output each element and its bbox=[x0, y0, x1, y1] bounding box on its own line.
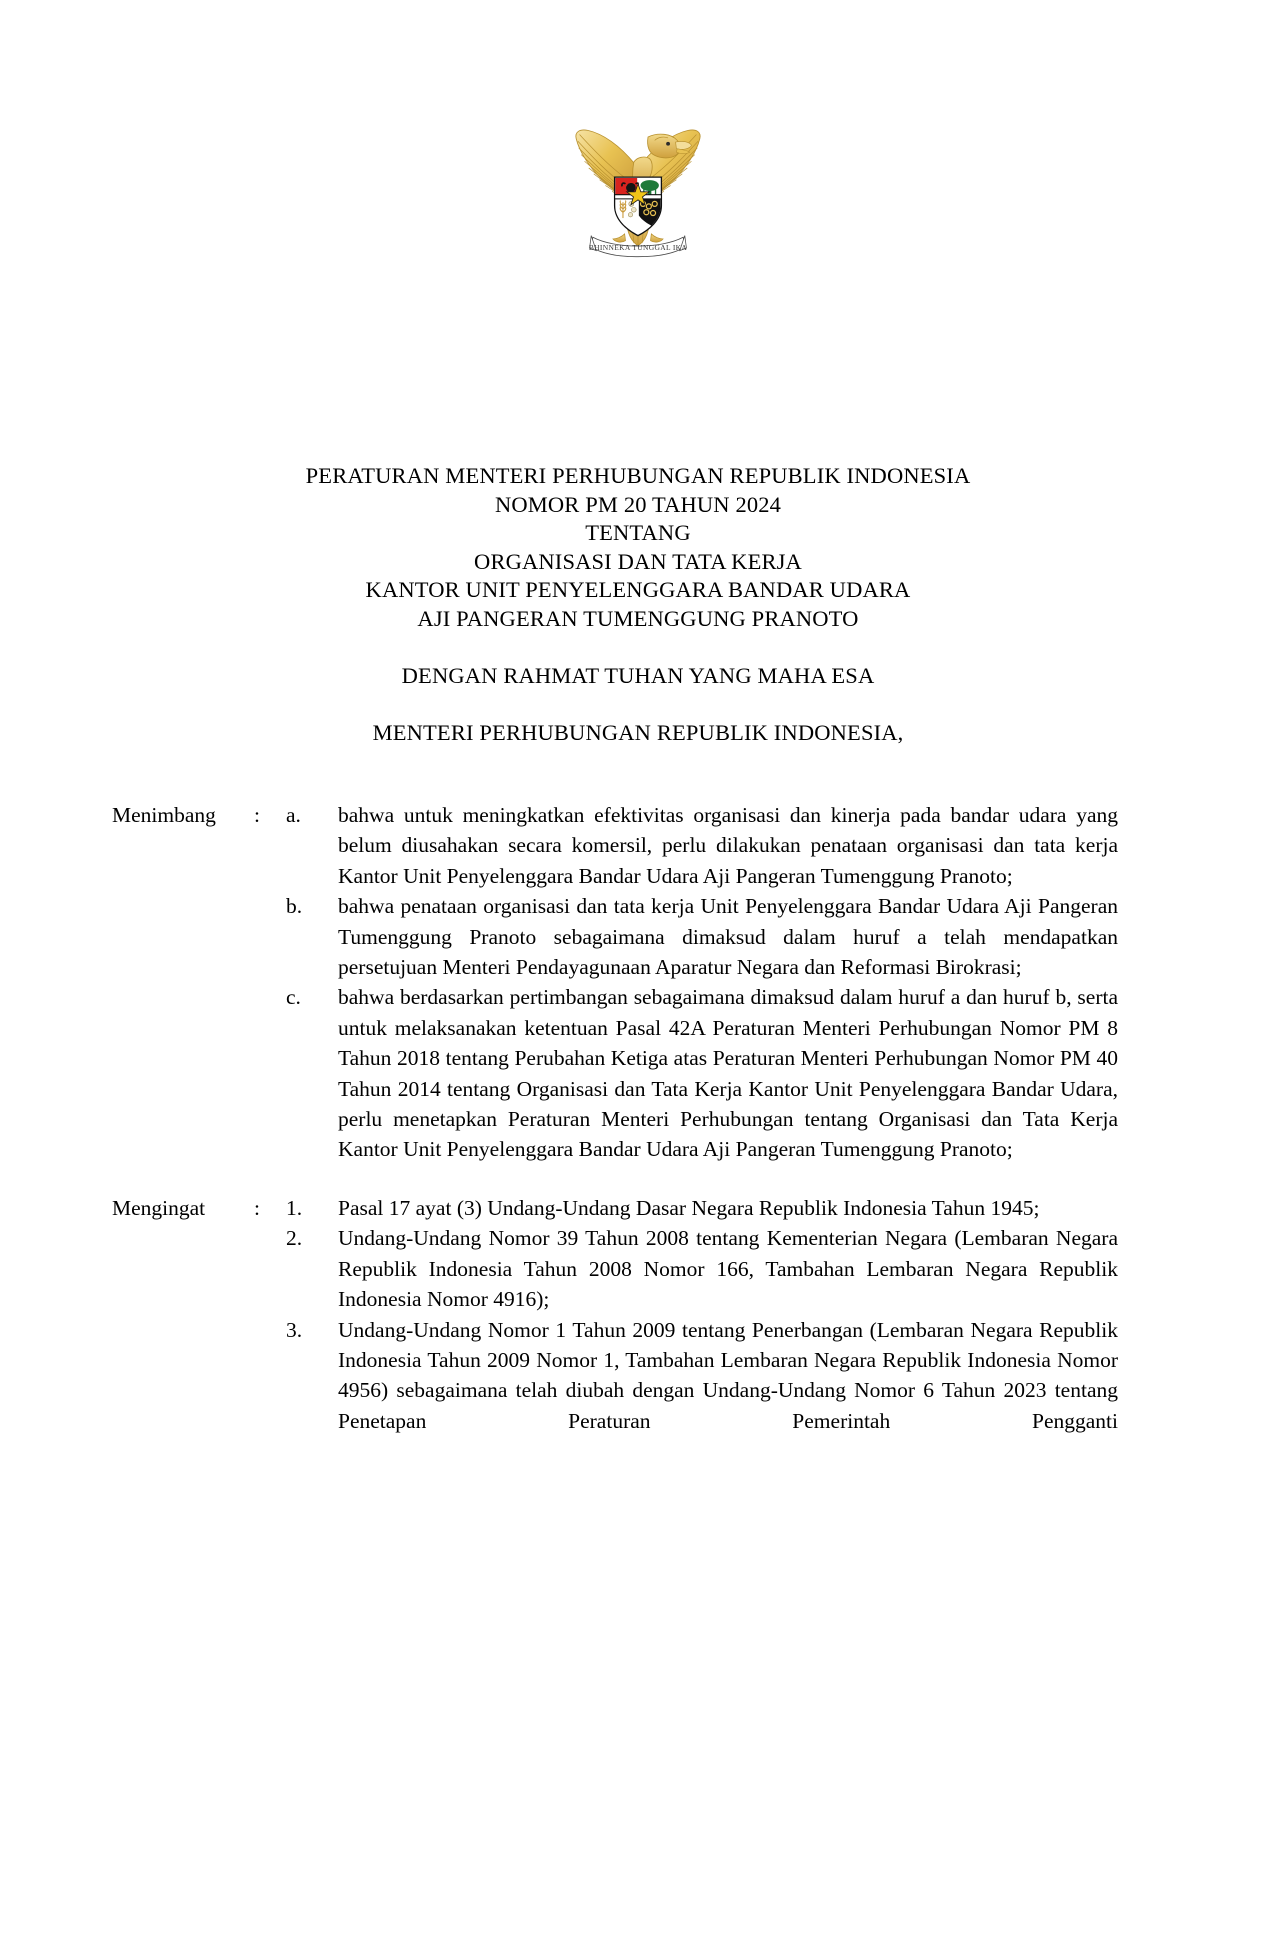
list-item bbox=[286, 1223, 1118, 1314]
clause-mengingat bbox=[0, 1193, 1276, 1436]
svg-text:BHINNEKA TUNGGAL IKA: BHINNEKA TUNGGAL IKA bbox=[588, 242, 688, 252]
title-line-5: KANTOR UNIT PENYELENGGARA BANDAR UDARA bbox=[365, 577, 911, 603]
document-body bbox=[0, 800, 1276, 1436]
emblem-container bbox=[0, 112, 1276, 264]
item-text: Undang-Undang Nomor 1 Tahun 2009 tentang Penerbangan (Lembaran Negara Republik Indonesia Tahun 2009 Nomor 1, Tambahan Lembaran Negara Republik Indonesia Nomor 4956) sebagaimana telah diubah dengan Undang-Undang Nomor 6 Tahun 2023 tentang Penetapan Peraturan Pemerintah Pengganti bbox=[338, 1317, 1118, 1433]
item-marker: 3. bbox=[286, 1317, 303, 1342]
list-item bbox=[286, 1193, 1118, 1223]
clause-colon-mengingat: : bbox=[254, 1195, 260, 1220]
item-marker: a. bbox=[286, 803, 301, 827]
list-item bbox=[286, 1315, 1118, 1437]
pancasila-shield bbox=[615, 177, 662, 235]
item-marker: c. bbox=[286, 985, 301, 1010]
title-line-4: ORGANISASI DAN TATA KERJA bbox=[474, 548, 802, 574]
item-text: bahwa penataan organisasi dan tata kerja Unit Penyelenggara Bandar Udara Aji Pangeran Tumenggung Pranoto sebagaimana dimaksud dalam huruf a telah mendapatkan persetujuan Menteri Pendayagunaan Aparatur Negara dan Reformasi Birokrasi; bbox=[338, 894, 1118, 980]
title-spacer-1 bbox=[0, 634, 1276, 663]
clause-label-mengingat: Mengingat bbox=[112, 1195, 206, 1220]
title-line-1: PERATURAN MENTERI PERHUBUNGAN REPUBLIK INDONESIA bbox=[305, 463, 971, 488]
clause-colon-menimbang: : bbox=[254, 803, 260, 827]
blessing-line: DENGAN RAHMAT TUHAN YANG MAHA ESA bbox=[401, 663, 875, 689]
document-title-block bbox=[0, 462, 1276, 748]
clause-label-menimbang: Menimbang bbox=[112, 803, 216, 827]
item-text: bahwa untuk meningkatkan efektivitas organisasi dan kinerja pada bandar udara yang belum diusahakan secara komersil, perlu dilakukan penataan organisasi dan tata kerja Kantor Unit Penyelenggara Bandar Udara Aji Pangeran Tumenggung Pranoto; bbox=[338, 803, 1118, 888]
list-item bbox=[286, 800, 1118, 891]
list-item bbox=[286, 891, 1118, 982]
title-spacer-2 bbox=[0, 691, 1276, 720]
item-text: Pasal 17 ayat (3) Undang-Undang Dasar Negara Republik Indonesia Tahun 1945; bbox=[338, 1195, 1040, 1220]
item-marker: 2. bbox=[286, 1226, 303, 1251]
item-text: bahwa berdasarkan pertimbangan sebagaimana dimaksud dalam huruf a dan huruf b, serta untuk melaksanakan ketentuan Pasal 42A Peraturan Menteri Perhubungan Nomor PM 8 Tahun 2018 tentang Perubahan Ketiga atas Peraturan Menteri Perhubungan Nomor PM 40 Tahun 2014 tentang Organisasi dan Tata Kerja Kantor Unit Penyelenggara Bandar Udara, perlu menetapkan Peraturan Menteri Perhubungan tentang Organisasi dan Tata Kerja Kantor Unit Penyelenggara Bandar Udara Aji Pangeran Tumenggung Pranoto; bbox=[338, 985, 1118, 1162]
list-item bbox=[286, 982, 1118, 1164]
clause-items-menimbang bbox=[286, 800, 1276, 1165]
authority-line: MENTERI PERHUBUNGAN REPUBLIK INDONESIA, bbox=[372, 720, 904, 746]
garuda-pancasila-emblem bbox=[554, 112, 722, 264]
item-marker: 1. bbox=[286, 1195, 303, 1220]
item-marker: b. bbox=[286, 894, 303, 919]
item-text: Undang-Undang Nomor 39 Tahun 2008 tentang Kementerian Negara (Lembaran Negara Republik Indonesia Tahun 2008 Nomor 166, Tambahan Lembaran Negara Republik Indonesia Nomor 4916); bbox=[338, 1226, 1118, 1312]
title-line-2: NOMOR PM 20 TAHUN 2024 bbox=[494, 491, 782, 517]
title-line-6: AJI PANGERAN TUMENGGUNG PRANOTO bbox=[417, 605, 859, 631]
clause-items-mengingat bbox=[286, 1193, 1276, 1436]
title-line-3: TENTANG bbox=[585, 520, 691, 546]
clause-menimbang bbox=[0, 800, 1276, 1165]
